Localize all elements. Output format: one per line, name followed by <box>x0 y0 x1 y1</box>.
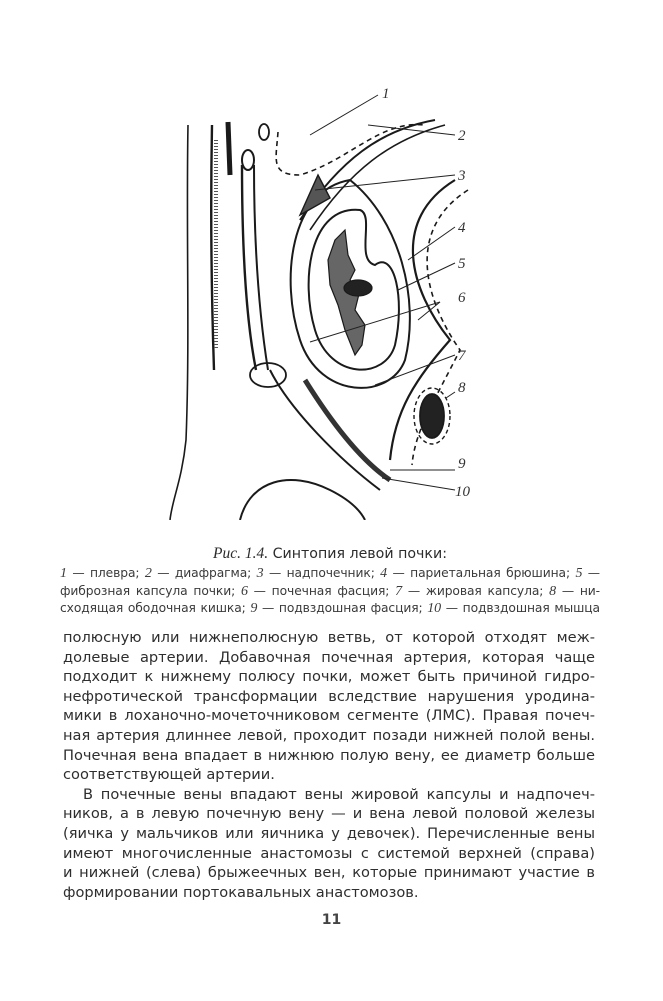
legend-text: — париетальная брюшина; <box>387 566 576 580</box>
legend-number: 2 <box>144 566 152 581</box>
figure-label-8: 8 <box>458 380 466 396</box>
text-line: мики в лоханочно-мочеточниковом сегменте (ЛМС). Правая почеч- <box>63 707 595 725</box>
figure-label-4: 4 <box>458 220 466 236</box>
text-line: Почечная вена впадает в нижнюю полую вену, ее диаметр больше <box>63 746 595 764</box>
figure-label-2: 2 <box>458 128 466 144</box>
legend-text: — жировая капсула; <box>402 583 550 598</box>
kidney-syntopy-figure <box>150 80 530 520</box>
text-line: и нижней (слева) брыжеечных вен, которые принимают участие в <box>63 864 595 882</box>
text-line: (яичка у мальчиков или яичника у девочек). Перечисленные вены <box>63 824 595 842</box>
legend-number: 9 <box>250 601 258 616</box>
figure-label-10: 10 <box>455 484 470 500</box>
legend-text: — надпочечник; <box>263 566 381 580</box>
figure-label-9: 9 <box>458 456 466 472</box>
caption-legend <box>60 565 600 618</box>
figure-caption <box>60 545 600 618</box>
page-number: 11 <box>321 912 342 928</box>
legend-number: 1 <box>60 566 67 581</box>
legend-text: — <box>582 566 600 580</box>
figure-number: Рис. 1.4. <box>213 545 269 562</box>
legend-text: — плевра; <box>66 566 145 580</box>
legend-text: — почечная фасция; <box>247 583 396 598</box>
text-line: имеют многочисленные анастомозы с системой верхней (справа) <box>63 844 595 862</box>
legend-number: 7 <box>395 583 403 599</box>
legend-text: — диафрагма; <box>151 566 257 580</box>
legend-text: — подвздошная мышца <box>441 601 600 615</box>
legend-number: 4 <box>380 566 388 581</box>
text-line: В почечные вены впадают вены жировой капсулы и надпочеч- <box>83 785 595 803</box>
text-line: соответствующей артерии. <box>63 766 275 784</box>
text-line: ная артерия длиннее левой, проходит позади нижней полой вены. <box>63 726 595 744</box>
text-line: ников, а в левую почечную вену — и вена левой половой железы <box>63 805 595 823</box>
body-text <box>63 628 595 902</box>
legend-text: фиброзная капсула почки; <box>60 583 241 598</box>
figure-label-1: 1 <box>382 86 390 102</box>
figure-label-5: 5 <box>458 256 466 272</box>
caption-line <box>60 583 600 601</box>
legend-text: — ни- <box>556 583 601 598</box>
caption-line <box>60 600 600 618</box>
text-line: долевые артерии. Добавочная почечная артерия, которая чаще <box>63 648 595 666</box>
figure-label-7: 7 <box>458 348 466 364</box>
legend-text: — подвздошная фасция; <box>257 601 428 615</box>
legend-number: 8 <box>549 583 557 599</box>
text-line: нефротической трансформации вследствие нарушения уродина- <box>63 687 595 705</box>
text-line: подходит к нижнему полюсу почки, может быть причиной гидро- <box>63 668 595 686</box>
text-line: полюсную или нижнеполюсную ветвь, от которой отходят меж- <box>63 629 595 646</box>
figure-label-3: 3 <box>458 168 466 184</box>
legend-number: 10 <box>427 601 442 616</box>
anatomy-illustration <box>150 80 530 520</box>
legend-number: 3 <box>256 566 264 581</box>
caption-line <box>60 565 600 583</box>
figure-label-6: 6 <box>458 290 466 306</box>
legend-number: 5 <box>575 566 583 581</box>
caption-title <box>60 545 600 563</box>
caption-title-text: Синтопия левой почки: <box>268 546 447 562</box>
legend-number: 6 <box>240 583 248 599</box>
text-line: формировании портокавальных анастомозов. <box>63 883 419 901</box>
legend-text: сходящая ободочная кишка; <box>60 601 251 615</box>
